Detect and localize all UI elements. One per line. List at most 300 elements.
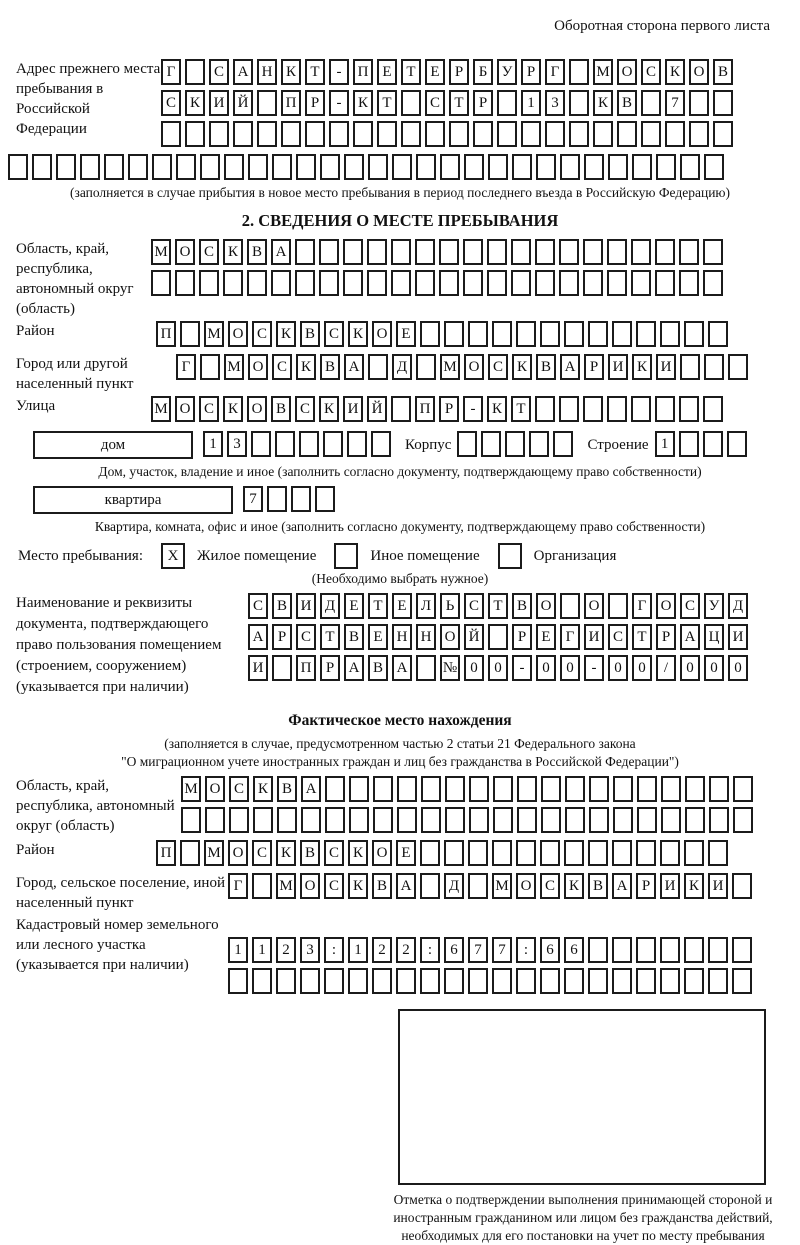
- char-cell[interactable]: [685, 807, 705, 833]
- char-cell[interactable]: [517, 807, 537, 833]
- char-cell[interactable]: [481, 431, 501, 457]
- char-cell[interactable]: А: [392, 655, 412, 681]
- char-cell[interactable]: [565, 776, 585, 802]
- char-cell[interactable]: [559, 396, 579, 422]
- char-cell[interactable]: С: [324, 840, 344, 866]
- char-cell[interactable]: Г: [632, 593, 652, 619]
- char-cell[interactable]: [473, 121, 493, 147]
- char-cell[interactable]: [468, 840, 488, 866]
- char-cell[interactable]: П: [281, 90, 301, 116]
- char-cell[interactable]: [660, 840, 680, 866]
- char-cell[interactable]: [295, 270, 315, 296]
- char-cell[interactable]: Т: [449, 90, 469, 116]
- char-cell[interactable]: [224, 154, 244, 180]
- char-cell[interactable]: [469, 807, 489, 833]
- char-cell[interactable]: Р: [473, 90, 493, 116]
- char-cell[interactable]: [703, 396, 723, 422]
- char-cell[interactable]: И: [708, 873, 728, 899]
- char-cell[interactable]: 0: [560, 655, 580, 681]
- char-cell[interactable]: Ц: [704, 624, 724, 650]
- char-cell[interactable]: П: [353, 59, 373, 85]
- char-cell[interactable]: 1: [521, 90, 541, 116]
- char-cell[interactable]: И: [660, 873, 680, 899]
- char-cell[interactable]: [257, 90, 277, 116]
- char-cell[interactable]: [329, 121, 349, 147]
- char-cell[interactable]: [560, 593, 580, 619]
- char-cell[interactable]: [349, 776, 369, 802]
- char-cell[interactable]: [371, 431, 391, 457]
- char-cell[interactable]: А: [233, 59, 253, 85]
- char-cell[interactable]: [727, 431, 747, 457]
- char-cell[interactable]: [569, 121, 589, 147]
- char-cell[interactable]: 7: [243, 486, 263, 512]
- char-cell[interactable]: [248, 154, 268, 180]
- char-cell[interactable]: [425, 121, 445, 147]
- char-cell[interactable]: [209, 121, 229, 147]
- char-cell[interactable]: М: [440, 354, 460, 380]
- char-cell[interactable]: А: [680, 624, 700, 650]
- char-cell[interactable]: [277, 807, 297, 833]
- char-cell[interactable]: [367, 270, 387, 296]
- char-cell[interactable]: М: [151, 239, 171, 265]
- char-cell[interactable]: 6: [540, 937, 560, 963]
- char-cell[interactable]: [613, 807, 633, 833]
- char-cell[interactable]: [391, 239, 411, 265]
- char-cell[interactable]: И: [248, 655, 268, 681]
- char-cell[interactable]: В: [372, 873, 392, 899]
- char-cell[interactable]: В: [536, 354, 556, 380]
- char-cell[interactable]: Й: [367, 396, 387, 422]
- char-cell[interactable]: В: [272, 593, 292, 619]
- char-cell[interactable]: 6: [564, 937, 584, 963]
- char-cell[interactable]: О: [228, 321, 248, 347]
- char-cell[interactable]: [347, 431, 367, 457]
- char-cell[interactable]: Т: [511, 396, 531, 422]
- char-cell[interactable]: [349, 807, 369, 833]
- char-cell[interactable]: [397, 776, 417, 802]
- char-cell[interactable]: С: [248, 593, 268, 619]
- char-cell[interactable]: [80, 154, 100, 180]
- char-cell[interactable]: [497, 90, 517, 116]
- char-cell[interactable]: [661, 776, 681, 802]
- char-cell[interactable]: О: [584, 593, 604, 619]
- char-cell[interactable]: [301, 807, 321, 833]
- char-cell[interactable]: С: [464, 593, 484, 619]
- char-cell[interactable]: [540, 968, 560, 994]
- char-cell[interactable]: 3: [227, 431, 247, 457]
- char-cell[interactable]: 3: [300, 937, 320, 963]
- char-cell[interactable]: [367, 239, 387, 265]
- char-cell[interactable]: [401, 121, 421, 147]
- char-cell[interactable]: Р: [449, 59, 469, 85]
- char-cell[interactable]: Е: [368, 624, 388, 650]
- char-cell[interactable]: [391, 270, 411, 296]
- char-cell[interactable]: [439, 239, 459, 265]
- char-cell[interactable]: А: [560, 354, 580, 380]
- char-cell[interactable]: Р: [512, 624, 532, 650]
- char-cell[interactable]: [469, 776, 489, 802]
- char-cell[interactable]: К: [276, 321, 296, 347]
- dom-box[interactable]: дом: [33, 431, 193, 459]
- char-cell[interactable]: [583, 396, 603, 422]
- char-cell[interactable]: М: [181, 776, 201, 802]
- char-cell[interactable]: С: [161, 90, 181, 116]
- char-cell[interactable]: В: [512, 593, 532, 619]
- char-cell[interactable]: [32, 154, 52, 180]
- char-cell[interactable]: Р: [521, 59, 541, 85]
- char-cell[interactable]: [589, 776, 609, 802]
- char-cell[interactable]: [607, 270, 627, 296]
- char-cell[interactable]: [200, 154, 220, 180]
- char-cell[interactable]: [444, 321, 464, 347]
- char-cell[interactable]: [372, 968, 392, 994]
- char-cell[interactable]: [305, 121, 325, 147]
- char-cell[interactable]: [684, 937, 704, 963]
- char-cell[interactable]: -: [329, 90, 349, 116]
- char-cell[interactable]: [272, 655, 292, 681]
- char-cell[interactable]: У: [704, 593, 724, 619]
- char-cell[interactable]: Г: [176, 354, 196, 380]
- char-cell[interactable]: [733, 776, 753, 802]
- char-cell[interactable]: [607, 239, 627, 265]
- char-cell[interactable]: [685, 776, 705, 802]
- char-cell[interactable]: Р: [272, 624, 292, 650]
- char-cell[interactable]: №: [440, 655, 460, 681]
- char-cell[interactable]: [420, 840, 440, 866]
- char-cell[interactable]: 6: [444, 937, 464, 963]
- char-cell[interactable]: Д: [728, 593, 748, 619]
- char-cell[interactable]: [684, 968, 704, 994]
- char-cell[interactable]: М: [204, 321, 224, 347]
- char-cell[interactable]: [732, 937, 752, 963]
- char-cell[interactable]: [463, 239, 483, 265]
- char-cell[interactable]: [464, 154, 484, 180]
- char-cell[interactable]: М: [204, 840, 224, 866]
- char-cell[interactable]: [200, 354, 220, 380]
- char-cell[interactable]: [185, 59, 205, 85]
- char-cell[interactable]: [612, 968, 632, 994]
- char-cell[interactable]: [612, 937, 632, 963]
- char-cell[interactable]: [732, 873, 752, 899]
- char-cell[interactable]: С: [209, 59, 229, 85]
- char-cell[interactable]: [588, 321, 608, 347]
- char-cell[interactable]: О: [516, 873, 536, 899]
- char-cell[interactable]: [733, 807, 753, 833]
- char-cell[interactable]: [565, 807, 585, 833]
- char-cell[interactable]: В: [713, 59, 733, 85]
- char-cell[interactable]: [512, 154, 532, 180]
- char-cell[interactable]: О: [300, 873, 320, 899]
- char-cell[interactable]: В: [247, 239, 267, 265]
- char-cell[interactable]: 0: [632, 655, 652, 681]
- char-cell[interactable]: О: [228, 840, 248, 866]
- char-cell[interactable]: [704, 154, 724, 180]
- char-cell[interactable]: [445, 807, 465, 833]
- char-cell[interactable]: [445, 776, 465, 802]
- char-cell[interactable]: У: [497, 59, 517, 85]
- char-cell[interactable]: [631, 396, 651, 422]
- char-cell[interactable]: П: [156, 840, 176, 866]
- char-cell[interactable]: [713, 90, 733, 116]
- char-cell[interactable]: [420, 321, 440, 347]
- char-cell[interactable]: К: [348, 321, 368, 347]
- char-cell[interactable]: [732, 968, 752, 994]
- char-cell[interactable]: [492, 321, 512, 347]
- char-cell[interactable]: [516, 968, 536, 994]
- char-cell[interactable]: А: [344, 354, 364, 380]
- char-cell[interactable]: 0: [488, 655, 508, 681]
- char-cell[interactable]: [641, 121, 661, 147]
- char-cell[interactable]: В: [277, 776, 297, 802]
- char-cell[interactable]: [569, 59, 589, 85]
- char-cell[interactable]: [175, 270, 195, 296]
- char-cell[interactable]: [661, 807, 681, 833]
- char-cell[interactable]: [540, 840, 560, 866]
- char-cell[interactable]: [655, 396, 675, 422]
- char-cell[interactable]: [281, 121, 301, 147]
- char-cell[interactable]: [128, 154, 148, 180]
- char-cell[interactable]: 7: [665, 90, 685, 116]
- char-cell[interactable]: 2: [372, 937, 392, 963]
- char-cell[interactable]: К: [684, 873, 704, 899]
- char-cell[interactable]: -: [463, 396, 483, 422]
- char-cell[interactable]: [488, 624, 508, 650]
- char-cell[interactable]: С: [199, 239, 219, 265]
- char-cell[interactable]: [517, 776, 537, 802]
- char-cell[interactable]: [272, 154, 292, 180]
- char-cell[interactable]: [468, 321, 488, 347]
- char-cell[interactable]: О: [205, 776, 225, 802]
- char-cell[interactable]: [660, 937, 680, 963]
- char-cell[interactable]: Н: [257, 59, 277, 85]
- char-cell[interactable]: [492, 840, 512, 866]
- char-cell[interactable]: В: [617, 90, 637, 116]
- char-cell[interactable]: [228, 968, 248, 994]
- char-cell[interactable]: Е: [536, 624, 556, 650]
- char-cell[interactable]: [636, 937, 656, 963]
- char-cell[interactable]: И: [296, 593, 316, 619]
- char-cell[interactable]: 0: [464, 655, 484, 681]
- char-cell[interactable]: О: [617, 59, 637, 85]
- char-cell[interactable]: [583, 239, 603, 265]
- char-cell[interactable]: С: [252, 840, 272, 866]
- char-cell[interactable]: [709, 807, 729, 833]
- char-cell[interactable]: -: [584, 655, 604, 681]
- char-cell[interactable]: [252, 968, 272, 994]
- char-cell[interactable]: О: [689, 59, 709, 85]
- char-cell[interactable]: [708, 968, 728, 994]
- char-cell[interactable]: К: [487, 396, 507, 422]
- char-cell[interactable]: 0: [680, 655, 700, 681]
- char-cell[interactable]: [588, 968, 608, 994]
- char-cell[interactable]: [703, 431, 723, 457]
- char-cell[interactable]: Б: [473, 59, 493, 85]
- char-cell[interactable]: [377, 121, 397, 147]
- char-cell[interactable]: [457, 431, 477, 457]
- char-cell[interactable]: [275, 431, 295, 457]
- char-cell[interactable]: С: [324, 873, 344, 899]
- char-cell[interactable]: [637, 807, 657, 833]
- char-cell[interactable]: [319, 270, 339, 296]
- char-cell[interactable]: К: [564, 873, 584, 899]
- char-cell[interactable]: [713, 121, 733, 147]
- char-cell[interactable]: :: [516, 937, 536, 963]
- char-cell[interactable]: К: [281, 59, 301, 85]
- char-cell[interactable]: [397, 807, 417, 833]
- residence-type-checkbox-org[interactable]: [498, 543, 522, 569]
- char-cell[interactable]: О: [536, 593, 556, 619]
- char-cell[interactable]: [373, 776, 393, 802]
- char-cell[interactable]: К: [185, 90, 205, 116]
- char-cell[interactable]: [641, 90, 661, 116]
- char-cell[interactable]: 1: [348, 937, 368, 963]
- char-cell[interactable]: [588, 937, 608, 963]
- char-cell[interactable]: [660, 321, 680, 347]
- char-cell[interactable]: С: [295, 396, 315, 422]
- char-cell[interactable]: [468, 873, 488, 899]
- char-cell[interactable]: К: [223, 396, 243, 422]
- char-cell[interactable]: М: [593, 59, 613, 85]
- char-cell[interactable]: [679, 396, 699, 422]
- char-cell[interactable]: [176, 154, 196, 180]
- char-cell[interactable]: Г: [560, 624, 580, 650]
- char-cell[interactable]: К: [276, 840, 296, 866]
- char-cell[interactable]: [180, 321, 200, 347]
- char-cell[interactable]: [612, 840, 632, 866]
- char-cell[interactable]: [300, 968, 320, 994]
- char-cell[interactable]: [295, 239, 315, 265]
- char-cell[interactable]: К: [348, 840, 368, 866]
- char-cell[interactable]: П: [415, 396, 435, 422]
- char-cell[interactable]: [229, 807, 249, 833]
- char-cell[interactable]: [391, 396, 411, 422]
- char-cell[interactable]: [253, 807, 273, 833]
- char-cell[interactable]: [631, 239, 651, 265]
- char-cell[interactable]: В: [300, 321, 320, 347]
- char-cell[interactable]: [440, 154, 460, 180]
- char-cell[interactable]: [708, 937, 728, 963]
- char-cell[interactable]: И: [209, 90, 229, 116]
- char-cell[interactable]: Р: [584, 354, 604, 380]
- char-cell[interactable]: [421, 776, 441, 802]
- char-cell[interactable]: Т: [632, 624, 652, 650]
- char-cell[interactable]: [348, 968, 368, 994]
- char-cell[interactable]: О: [464, 354, 484, 380]
- char-cell[interactable]: Р: [656, 624, 676, 650]
- char-cell[interactable]: [529, 431, 549, 457]
- char-cell[interactable]: -: [329, 59, 349, 85]
- char-cell[interactable]: И: [343, 396, 363, 422]
- char-cell[interactable]: [323, 431, 343, 457]
- char-cell[interactable]: 1: [203, 431, 223, 457]
- char-cell[interactable]: 0: [608, 655, 628, 681]
- char-cell[interactable]: О: [247, 396, 267, 422]
- char-cell[interactable]: Р: [439, 396, 459, 422]
- char-cell[interactable]: С: [488, 354, 508, 380]
- char-cell[interactable]: И: [608, 354, 628, 380]
- char-cell[interactable]: О: [175, 396, 195, 422]
- char-cell[interactable]: [511, 270, 531, 296]
- char-cell[interactable]: 3: [545, 90, 565, 116]
- char-cell[interactable]: А: [344, 655, 364, 681]
- char-cell[interactable]: [636, 321, 656, 347]
- char-cell[interactable]: [247, 270, 267, 296]
- char-cell[interactable]: Е: [425, 59, 445, 85]
- char-cell[interactable]: Й: [233, 90, 253, 116]
- char-cell[interactable]: П: [156, 321, 176, 347]
- char-cell[interactable]: [569, 90, 589, 116]
- char-cell[interactable]: Л: [416, 593, 436, 619]
- char-cell[interactable]: В: [320, 354, 340, 380]
- char-cell[interactable]: 1: [655, 431, 675, 457]
- char-cell[interactable]: 2: [276, 937, 296, 963]
- char-cell[interactable]: [325, 776, 345, 802]
- char-cell[interactable]: [636, 840, 656, 866]
- char-cell[interactable]: 7: [492, 937, 512, 963]
- char-cell[interactable]: [613, 776, 633, 802]
- char-cell[interactable]: [343, 270, 363, 296]
- char-cell[interactable]: [656, 154, 676, 180]
- char-cell[interactable]: 1: [252, 937, 272, 963]
- char-cell[interactable]: [516, 321, 536, 347]
- char-cell[interactable]: А: [301, 776, 321, 802]
- char-cell[interactable]: [679, 270, 699, 296]
- char-cell[interactable]: [680, 154, 700, 180]
- char-cell[interactable]: :: [420, 937, 440, 963]
- char-cell[interactable]: Й: [464, 624, 484, 650]
- char-cell[interactable]: [607, 396, 627, 422]
- char-cell[interactable]: [704, 354, 724, 380]
- char-cell[interactable]: И: [656, 354, 676, 380]
- char-cell[interactable]: [560, 154, 580, 180]
- char-cell[interactable]: [8, 154, 28, 180]
- char-cell[interactable]: [540, 321, 560, 347]
- char-cell[interactable]: К: [665, 59, 685, 85]
- char-cell[interactable]: О: [440, 624, 460, 650]
- char-cell[interactable]: [152, 154, 172, 180]
- char-cell[interactable]: [632, 154, 652, 180]
- char-cell[interactable]: К: [593, 90, 613, 116]
- char-cell[interactable]: 2: [396, 937, 416, 963]
- char-cell[interactable]: [535, 396, 555, 422]
- char-cell[interactable]: [516, 840, 536, 866]
- char-cell[interactable]: Р: [305, 90, 325, 116]
- char-cell[interactable]: [708, 840, 728, 866]
- char-cell[interactable]: Т: [368, 593, 388, 619]
- char-cell[interactable]: С: [199, 396, 219, 422]
- char-cell[interactable]: [353, 121, 373, 147]
- char-cell[interactable]: 1: [228, 937, 248, 963]
- char-cell[interactable]: О: [248, 354, 268, 380]
- char-cell[interactable]: О: [656, 593, 676, 619]
- char-cell[interactable]: [636, 968, 656, 994]
- char-cell[interactable]: [541, 776, 561, 802]
- char-cell[interactable]: [511, 239, 531, 265]
- char-cell[interactable]: [689, 121, 709, 147]
- char-cell[interactable]: [564, 968, 584, 994]
- char-cell[interactable]: С: [229, 776, 249, 802]
- char-cell[interactable]: [315, 486, 335, 512]
- char-cell[interactable]: [185, 121, 205, 147]
- char-cell[interactable]: Т: [401, 59, 421, 85]
- char-cell[interactable]: Д: [392, 354, 412, 380]
- char-cell[interactable]: [505, 431, 525, 457]
- char-cell[interactable]: [267, 486, 287, 512]
- char-cell[interactable]: [421, 807, 441, 833]
- char-cell[interactable]: [588, 840, 608, 866]
- char-cell[interactable]: [161, 121, 181, 147]
- char-cell[interactable]: [655, 239, 675, 265]
